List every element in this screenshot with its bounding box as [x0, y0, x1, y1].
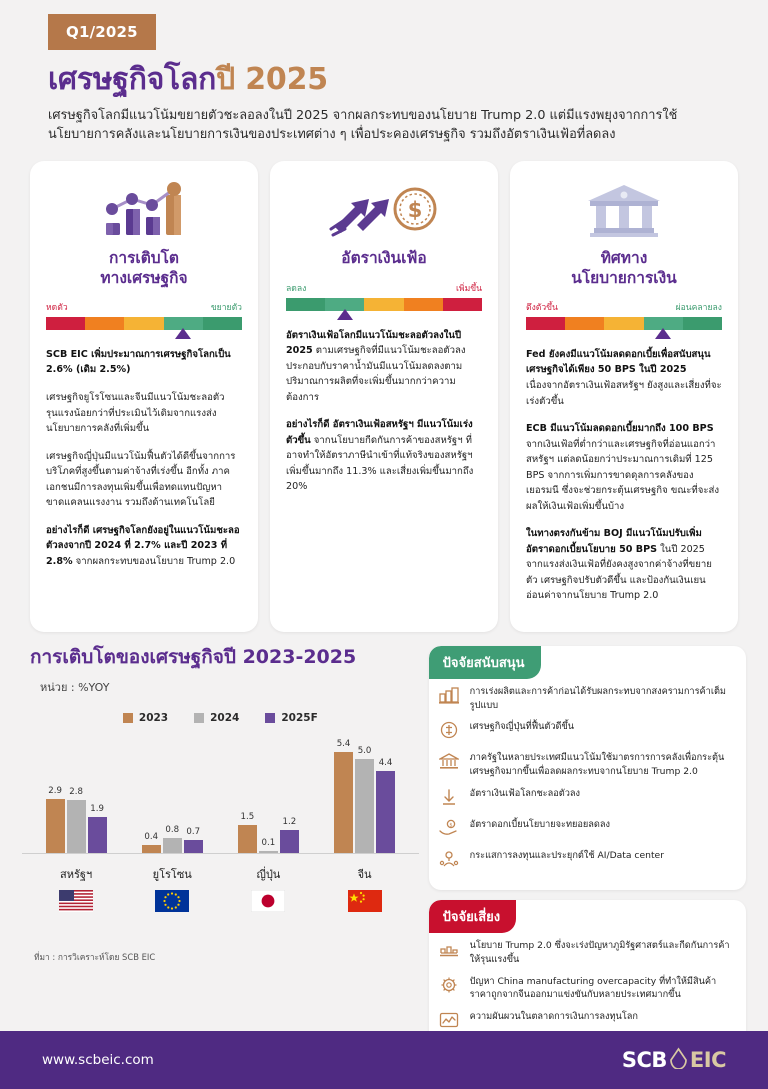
- bar-value-label: 0.4: [144, 832, 159, 843]
- gauge-segment-2: [565, 317, 604, 330]
- flag-usa-icon: [35, 890, 117, 912]
- bar-group: [238, 811, 299, 853]
- gauge-labels: [526, 300, 722, 314]
- gauge-segment-5: [683, 317, 722, 330]
- factor-text: การเร่งผลิตและการค้าก่อนได้รับผลกระทบจากสงครามการค้าเต็มรูปแบบ: [469, 685, 726, 711]
- factor-text: กระแสการลงทุนและประยุกต์ใช้ AI/Data center: [469, 850, 664, 862]
- legend-swatch: [194, 713, 204, 723]
- bar-value-label: 0.7: [186, 826, 201, 837]
- drop-icon: [669, 1047, 688, 1073]
- factor-item: [439, 787, 732, 810]
- factor-text: ปัญหา China manufacturing overcapacity ที่ทำให้มีสินค้าราคาถูกจากจีนออกมาแข่งขันกับหลายประเทศมากขึ้น: [469, 975, 717, 1001]
- factor-panels: [429, 646, 746, 1051]
- paragraph-rest: ตามเศรษฐกิจที่มีแนวโน้มชะลอตัวลง ประกอบกับราคาน้ำมันมีแนวโน้มลดลงตามปริมาณการผลิตที่จะเพิ่มขึ้นมากกว่าความต้องการ: [286, 345, 466, 403]
- page-title: [48, 63, 720, 98]
- scb-eic-logo: [622, 1047, 726, 1073]
- card-monetary-policy: [510, 161, 738, 632]
- card-inflation: [270, 161, 498, 632]
- x-axis-category: [324, 865, 406, 912]
- factor-text: อัตราดอกเบี้ยนโยบายจะทยอยลดลง: [469, 819, 610, 831]
- paragraph-rest: เศรษฐกิจยูโรโซนและจีนมีแนวโน้มชะลอตัวรุนแรงน้อยกว่าที่ประเมินไว้เดิมจากแรงส่งนโยบายการคลังที่เพิ่มขึ้น: [46, 391, 225, 435]
- factory-icon: [439, 685, 461, 708]
- government-building-icon: [439, 751, 461, 774]
- page-title-primary: เศรษฐกิจโลก: [48, 62, 217, 97]
- paragraph-bold: ในทางตรงกันข้าม BOJ มีแนวโน้มปรับเพิ่มอัตราดอกเบี้ยนโยบาย 50 BPS: [526, 528, 702, 555]
- gauge-label-left: หดตัว: [46, 302, 68, 313]
- factor-text: ภาครัฐในหลายประเทศมีแนวโน้มใช้มาตรการการคลังเพื่อกระตุ้นเศรษฐกิจมากขึ้นเพื่อลดผลกระทบจากนโยบาย Trump 2.0: [469, 752, 725, 778]
- bar-value-label: 0.8: [165, 824, 180, 835]
- card-body: [526, 347, 722, 604]
- paragraph-rest: จากนโยบายกีดกันการค้าของสหรัฐฯ ที่อาจทำให้อัตราภาษีนำเข้าที่แท้จริงของสหรัฐฯ เพิ่มขึ้นมากถึง 11.3% และเสี่ยงเพิ่มขึ้นมากถึง 20%: [286, 434, 474, 493]
- factor-text: เศรษฐกิจญี่ปุ่นที่ฟื้นตัวดีขึ้น: [469, 721, 575, 733]
- gauge-label-left: ลดลง: [286, 283, 307, 294]
- gauge-segment-1: [286, 298, 325, 311]
- flag-japan-icon: [227, 890, 309, 912]
- card-paragraph: [526, 347, 722, 409]
- bar: [163, 824, 182, 853]
- gauge-marker: [337, 309, 353, 320]
- x-axis-label: สหรัฐฯ: [60, 867, 93, 881]
- market-volatility-icon: [439, 1010, 461, 1033]
- card-paragraph: [46, 347, 242, 378]
- bar-value-label: 0.1: [261, 837, 276, 848]
- card-title-line1: อัตราเงินเฟ้อ: [341, 249, 427, 268]
- bar-chart-growth-icon: [46, 179, 242, 241]
- card-paragraph: [286, 328, 482, 406]
- gauge-segment-4: [404, 298, 443, 311]
- factor-text: นโยบาย Trump 2.0 ซึ่งจะเร่งปัญหาภูมิรัฐศาสตร์และกีดกันการค้าให้รุนแรงขึ้น: [469, 940, 730, 965]
- legend-item: [123, 712, 168, 724]
- gauge-label-right: ผ่อนคลายลง: [675, 302, 722, 313]
- factor-item: [439, 751, 732, 779]
- legend-label: 2025F: [281, 711, 318, 724]
- paragraph-rest: เศรษฐกิจญี่ปุ่นมีแนวโน้มฟื้นตัวได้ดีขึ้นจากการบริโภคที่สูงขึ้นตามค่าจ้างที่เร่งขึ้น อีกทั้ง ภาคเอกชนมีการลงทุนเพิ่มขึ้นเพื่อทดแทนปัญหาขาดแคลนแรงงาน รวมถึงด้านเทคโนโลยี: [46, 450, 236, 509]
- chart-title: การเติบโตของเศรษฐกิจปี 2023-2025: [30, 645, 357, 668]
- bar: [238, 811, 257, 853]
- page-title-secondary: ปี 2025: [216, 62, 328, 97]
- x-axis-label: ญี่ปุ่น: [256, 867, 281, 881]
- chart-plot-area: [22, 736, 419, 854]
- growth-chart: [22, 646, 419, 1051]
- gauge-labels: [286, 281, 482, 295]
- card-paragraph: [46, 523, 242, 570]
- gauge-label-right: ขยายตัว: [210, 302, 242, 313]
- bar: [334, 738, 353, 853]
- card-body: [286, 328, 482, 495]
- gauge-bar: [526, 317, 722, 330]
- chart-x-axis: [22, 865, 419, 912]
- legend-label: 2024: [210, 711, 240, 724]
- footer-website-link[interactable]: www.scbeic.com: [42, 1052, 154, 1068]
- header: [0, 0, 768, 145]
- factor-item: [439, 720, 732, 743]
- factor-item: [439, 939, 732, 967]
- card-economic-growth: [30, 161, 258, 632]
- gauge-labels: [46, 300, 242, 314]
- page-subtitle: เศรษฐกิจโลกมีแนวโน้มขยายตัวชะลอลงในปี 2025 จากผลกระทบของนโยบาย Trump 2.0 แต่มีแรงพยุงจากการใช้นโยบายการคลังและนโยบายการเงินของประเทศต่าง ๆ เพื่อประคองเศรษฐกิจ รวมถึงอัตราเงินเฟ้อที่ลดลง: [48, 107, 678, 143]
- legend-label: 2023: [138, 711, 169, 724]
- card-title-line1: ทิศทาง: [600, 249, 648, 268]
- legend-swatch: [265, 713, 275, 723]
- card-paragraph: [46, 449, 242, 511]
- bar: [355, 746, 374, 852]
- card-title: [286, 249, 482, 268]
- paragraph-rest: จากเงินเฟ้อที่ต่ำกว่าและเศรษฐกิจที่อ่อนแอกว่าสหรัฐฯ แต่ลดน้อยกว่าประมาณการเดิมที่ 125 BPS จากการเพิ่มการขาดดุลการคลังของเยอรมนี ซึ่งจะช่วยกระตุ้นเศรษฐกิจ ขณะที่จะส่งผลให้เงินเฟ้อเพิ่มขึ้นบ้าง: [526, 438, 720, 512]
- panel-risk-factors: [429, 900, 746, 1051]
- factor-item: [439, 818, 732, 841]
- bar-value-label: 2.9: [48, 785, 62, 796]
- factor-item: [439, 975, 732, 1003]
- flag-eu-icon: [131, 890, 213, 912]
- summary-cards: [0, 145, 768, 632]
- bar-value-label: 2.8: [69, 787, 83, 798]
- paragraph-bold: อย่างไรก็ดี เศรษฐกิจโลกยังอยู่ในแนวโน้มชะลอตัวลงจากปี 2024 ที่ 2.7% และปี 2023 ที่ 2.8%: [46, 524, 240, 567]
- gauge-segment-1: [46, 317, 85, 330]
- paragraph-bold: อย่างไรก็ดี อัตราเงินเฟ้อสหรัฐฯ มีแนวโน้มเร่งตัวขึ้น: [286, 419, 473, 446]
- supporting-factor-list: [429, 679, 746, 872]
- gauge-label-right: เพิ่มขึ้น: [455, 283, 482, 294]
- bar-value-label: 4.4: [378, 757, 393, 768]
- bar-value-label: 5.0: [357, 746, 372, 757]
- gauge-bar: [46, 317, 242, 330]
- svg-text:$: $: [407, 198, 423, 223]
- inflation-arrow-dollar-icon: [286, 179, 482, 241]
- card-title: [526, 249, 722, 288]
- paragraph-rest: จากผลกระทบของนโยบาย Trump 2.0: [72, 555, 236, 567]
- factor-item: [439, 849, 732, 872]
- bar-value-label: 1.2: [282, 817, 297, 828]
- bar: [184, 826, 203, 853]
- chart-legend: [22, 712, 419, 724]
- card-title: [46, 249, 242, 288]
- paragraph-bold: Fed ยังคงมีแนวโน้มลดดอกเบี้ยเพื่อสนับสนุนเศรษฐกิจได้เพียง 50 BPS ในปี 2025: [526, 348, 711, 376]
- gauge-marker: [175, 328, 191, 339]
- factor-item: [439, 1010, 732, 1033]
- bar-group: [142, 824, 203, 853]
- svg-text:$: $: [449, 822, 453, 829]
- gauge-segment-3: [604, 317, 643, 330]
- x-axis-category: [131, 865, 213, 912]
- paragraph-rest: ในปี 2025 จากแรงส่งเงินเฟ้อที่ยังคงสูงจากค่าจ้างที่ขยายตัว เศรษฐกิจปรับตัวดีขึ้น และป้องกันเงินเยนอ่อนค่าจากนโยบาย Trump 2.0: [526, 543, 712, 602]
- panel-heading: ปัจจัยสนับสนุน: [429, 646, 541, 679]
- legend-item: [194, 712, 239, 724]
- x-axis-label: จีน: [357, 867, 372, 881]
- bar-value-label: 1.5: [240, 811, 255, 822]
- inflation-down-icon: [439, 787, 461, 810]
- bar-group: [46, 785, 107, 853]
- japan-economy-icon: [439, 720, 461, 743]
- gauge-segment-5: [443, 298, 482, 311]
- gauge-label-left: ตึงตัวขึ้น: [526, 302, 558, 313]
- legend-swatch: [123, 713, 133, 723]
- factor-text: อัตราเงินเฟ้อโลกชะลอตัวลง: [469, 788, 581, 800]
- card-title-line2: ทางเศรษฐกิจ: [100, 268, 188, 287]
- card-title-line2: นโยบายการเงิน: [571, 268, 677, 287]
- brand-scb: SCB: [621, 1048, 667, 1072]
- panel-supporting-factors: [429, 646, 746, 890]
- card-paragraph: [526, 526, 722, 604]
- bar: [88, 804, 107, 852]
- bar: [259, 837, 278, 853]
- card-paragraph: [46, 390, 242, 437]
- bar-value-label: 1.9: [90, 804, 104, 815]
- gauge-segment-3: [124, 317, 163, 330]
- gauge-marker: [655, 328, 671, 339]
- bar-group: [334, 738, 395, 853]
- gauge-segment-3: [364, 298, 403, 311]
- card-body: [46, 347, 242, 569]
- x-axis-label: ยูโรโซน: [152, 867, 192, 881]
- paragraph-rest: เนื่องจากอัตราเงินเฟ้อสหรัฐฯ ยังสูงและเสี่ยงที่จะเร่งตัวขึ้น: [526, 379, 722, 407]
- bar: [67, 787, 86, 852]
- overcapacity-gear-icon: [439, 975, 461, 998]
- lower-section: [0, 632, 768, 1051]
- chart-source: ที่มา : การวิเคราะห์โดย SCB EIC: [34, 951, 156, 962]
- chart-unit-label: หน่วย : %YOY: [40, 680, 110, 694]
- paragraph-bold: อัตราเงินเฟ้อโลกมีแนวโน้มชะลอตัวลงในปี 2025: [286, 329, 462, 357]
- paragraph-bold: SCB EIC เพิ่มประมาณการเศรษฐกิจโลกเป็น 2.6% (เดิม 2.5%): [46, 348, 231, 376]
- x-axis-category: [227, 865, 309, 912]
- gauge-segment-2: [85, 317, 124, 330]
- gauge-segment-5: [203, 317, 242, 330]
- card-paragraph: [526, 421, 722, 514]
- factor-item: [439, 685, 732, 713]
- bar: [46, 785, 65, 853]
- trade-barrier-icon: [439, 939, 461, 962]
- bar-value-label: 5.4: [336, 738, 351, 749]
- risk-factor-list: [429, 933, 746, 1033]
- factor-text: ความผันผวนในตลาดการเงินการลงทุนโลก: [469, 1011, 638, 1023]
- legend-item: [265, 712, 317, 724]
- interest-rate-hand-icon: [439, 818, 461, 841]
- brand-eic: EIC: [689, 1048, 726, 1072]
- paragraph-bold: ECB มีแนวโน้มลดดอกเบี้ยมากถึง 100 BPS: [526, 423, 714, 435]
- card-title-line1: การเติบโต: [108, 249, 179, 268]
- panel-heading: ปัจจัยเสี่ยง: [429, 900, 516, 933]
- card-paragraph: [286, 417, 482, 495]
- bar: [142, 832, 161, 852]
- footer: [0, 1031, 768, 1089]
- gauge-segment-1: [526, 317, 565, 330]
- flag-china-icon: [324, 890, 406, 912]
- ai-data-center-icon: [439, 849, 461, 872]
- bar: [280, 817, 299, 852]
- bar: [376, 757, 395, 853]
- gauge-bar: [286, 298, 482, 311]
- quarter-badge: Q1/2025: [48, 14, 156, 50]
- central-bank-building-icon: [526, 179, 722, 241]
- x-axis-category: [35, 865, 117, 912]
